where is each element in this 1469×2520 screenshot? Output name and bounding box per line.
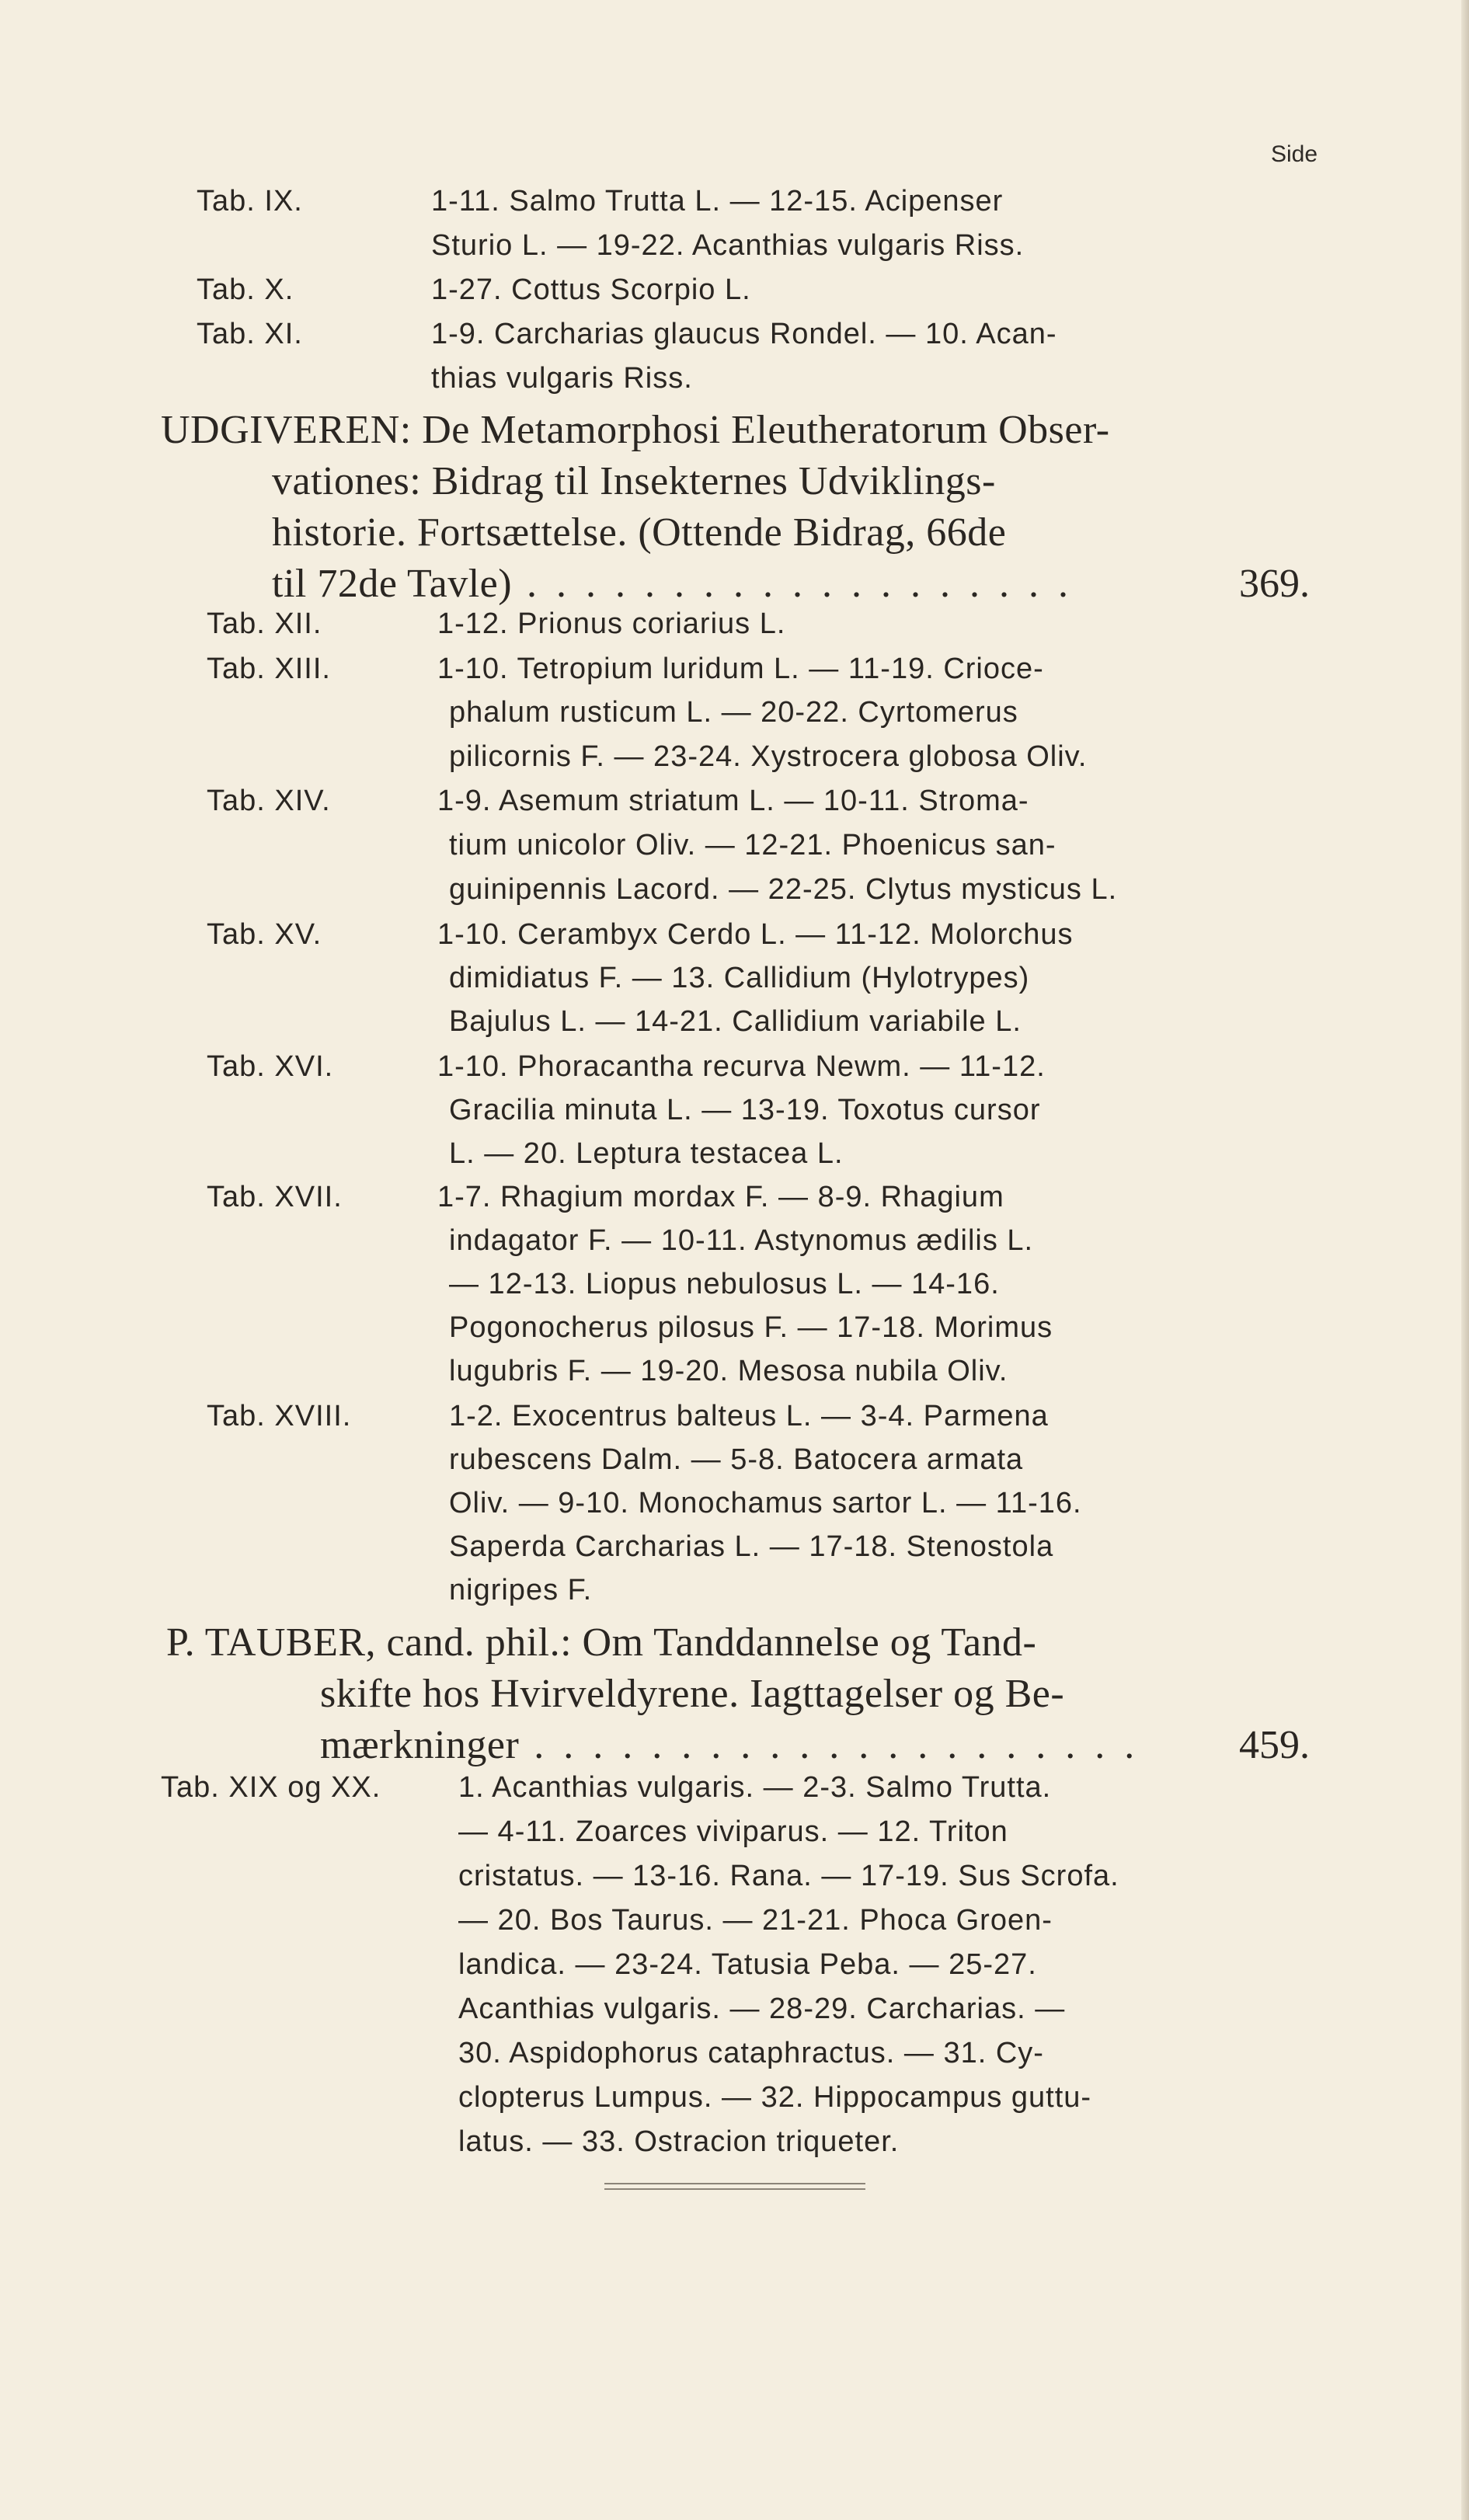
plate-text: 1-12. Prionus coriarius L. [437, 607, 786, 640]
plate-text: lugubris F. — 19-20. Mesosa nubila Oliv. [449, 1355, 1008, 1387]
plate-text: — 12-13. Liopus nebulosus L. — 14-16. [449, 1268, 1000, 1300]
plate-row [0, 1574, 1469, 1622]
entry-page-number: 369. [1239, 562, 1310, 606]
plate-row [0, 1050, 1469, 1098]
plate-text: — 20. Bos Taurus. — 21-21. Phoca Groen- [458, 1904, 1053, 1937]
plate-text: 1-7. Rhagium mordax F. — 8-9. Rhagium [437, 1181, 1004, 1213]
entry-title-line: historie. Fortsættelse. (Ottende Bidrag, 66de [272, 510, 1007, 555]
plate-row [0, 1224, 1469, 1272]
entry-title-line: UDGIVEREN: De Metamorphosi Eleutheratorum Obser- [161, 408, 1110, 452]
dot-leader: . . . . . . . . . . . . . . . . . . . . . [519, 1723, 1140, 1767]
plate-text: 1-11. Salmo Trutta L. — 12-15. Acipenser [431, 185, 1004, 218]
plate-row [0, 273, 1469, 322]
entry-title-line [272, 561, 1073, 607]
plate-text: 1-2. Exocentrus balteus L. — 3-4. Parmena [449, 1400, 1049, 1432]
plate-text: 1-9. Carcharias glaucus Rondel. — 10. Acan- [431, 318, 1057, 350]
plate-row [0, 1771, 1469, 1819]
plate-text: cristatus. — 13-16. Rana. — 17-19. Sus Scrofa. [458, 1860, 1119, 1892]
plate-text: 1-10. Cerambyx Cerdo L. — 11-12. Molorchus [437, 918, 1074, 951]
entry-title-line: P. TAUBER, cand. phil.: Om Tanddannelse og Tand- [166, 1620, 1037, 1665]
plate-label: Tab. XI. [197, 318, 303, 350]
plate-text: phalum rusticum L. — 20-22. Cyrtomerus [449, 696, 1018, 729]
plate-label: Tab. X. [197, 273, 294, 306]
plate-row [0, 229, 1469, 277]
plate-row [0, 362, 1469, 410]
plate-row [0, 607, 1469, 656]
plate-row [0, 1268, 1469, 1316]
plate-text: Pogonocherus pilosus F. — 17-18. Morimus [449, 1311, 1053, 1344]
plate-text: 30. Aspidophorus cataphractus. — 31. Cy- [458, 2037, 1044, 2069]
plate-row [0, 1355, 1469, 1403]
plate-row [0, 1005, 1469, 1053]
plate-text: indagator F. — 10-11. Astynomus ædilis L. [449, 1224, 1034, 1257]
plate-text: Oliv. — 9-10. Monochamus sartor L. — 11-16. [449, 1487, 1082, 1519]
plate-text: L. — 20. Leptura testacea L. [449, 1137, 844, 1170]
plate-text: — 4-11. Zoarces viviparus. — 12. Triton [458, 1815, 1008, 1848]
plate-row [0, 740, 1469, 788]
plate-label: Tab. XIII. [207, 653, 331, 685]
plate-label: Tab. XIV. [207, 785, 331, 817]
plate-row [0, 1860, 1469, 1908]
plate-text: nigripes F. [449, 1574, 593, 1606]
page-edge [1461, 0, 1469, 2520]
plate-text: Gracilia minuta L. — 13-19. Toxotus cursor [449, 1094, 1041, 1126]
plate-row [0, 829, 1469, 877]
plate-text: 1-10. Tetropium luridum L. — 11-19. Crioce- [437, 653, 1044, 685]
plate-row [0, 1530, 1469, 1578]
plate-text: Bajulus L. — 14-21. Callidium variabile L. [449, 1005, 1022, 1038]
plate-text: tium unicolor Oliv. — 12-21. Phoenicus san- [449, 829, 1056, 861]
plate-row [0, 1400, 1469, 1448]
plate-text: clopterus Lumpus. — 32. Hippocampus guttu- [458, 2081, 1092, 2114]
plate-text: 1. Acanthias vulgaris. — 2-3. Salmo Trutta. [458, 1771, 1052, 1804]
plate-row [0, 318, 1469, 366]
entry-title-line: skifte hos Hvirveldyrene. Iagttagelser og Be- [320, 1672, 1065, 1716]
plate-label: Tab. IX. [197, 185, 303, 218]
plate-row [0, 2081, 1469, 2129]
plate-label: Tab. XIX og XX. [161, 1771, 381, 1804]
plate-row [0, 2125, 1469, 2174]
plate-row [0, 1137, 1469, 1185]
entry-page-number: 459. [1239, 1723, 1310, 1767]
plate-row [0, 1443, 1469, 1491]
plate-text: 1-27. Cottus Scorpio L. [431, 273, 751, 306]
plate-row [0, 2037, 1469, 2085]
entry-title-line [320, 1722, 1139, 1768]
plate-row [0, 1487, 1469, 1535]
entry-title-text: mærkninger [320, 1723, 520, 1767]
plate-row [0, 696, 1469, 744]
plate-row [0, 1311, 1469, 1359]
plate-label: Tab. XII. [207, 607, 322, 640]
plate-row [0, 1993, 1469, 2041]
plate-row [0, 785, 1469, 833]
plate-text: pilicornis F. — 23-24. Xystrocera globosa Oliv. [449, 740, 1088, 773]
plate-text: landica. — 23-24. Tatusia Peba. — 25-27. [458, 1948, 1037, 1981]
plate-row [0, 1094, 1469, 1142]
plate-row [0, 1904, 1469, 1952]
plate-row [0, 653, 1469, 701]
plate-text: Saperda Carcharias L. — 17-18. Stenostola [449, 1530, 1054, 1563]
plate-label: Tab. XVIII. [207, 1400, 352, 1432]
plate-label: Tab. XVI. [207, 1050, 334, 1083]
plate-text: 1-9. Asemum striatum L. — 10-11. Stroma- [437, 785, 1029, 817]
plate-text: 1-10. Phoracantha recurva Newm. — 11-12. [437, 1050, 1046, 1083]
plate-text: dimidiatus F. — 13. Callidium (Hylotrypes) [449, 962, 1030, 994]
dot-leader: . . . . . . . . . . . . . . . . . . . [512, 562, 1074, 606]
entry-title-text: til 72de Tavle) [272, 562, 513, 606]
plate-row [0, 962, 1469, 1010]
plate-row [0, 1181, 1469, 1229]
page-column-header: Side [1271, 141, 1318, 167]
plate-row [0, 1815, 1469, 1864]
plate-row [0, 1948, 1469, 1996]
plate-label: Tab. XVII. [207, 1181, 343, 1213]
plate-text: Acanthias vulgaris. — 28-29. Carcharias. — [458, 1993, 1066, 2025]
plate-text: rubescens Dalm. — 5-8. Batocera armata [449, 1443, 1024, 1476]
plate-label: Tab. XV. [207, 918, 322, 951]
plate-text: guinipennis Lacord. — 22-25. Clytus mysticus L. [449, 873, 1118, 906]
plate-row [0, 918, 1469, 966]
plate-text: Sturio L. — 19-22. Acanthias vulgaris Riss. [431, 229, 1025, 262]
plate-row [0, 873, 1469, 921]
section-divider [604, 2183, 865, 2190]
plate-text: thias vulgaris Riss. [431, 362, 693, 395]
plate-row [0, 185, 1469, 233]
plate-text: latus. — 33. Ostracion triqueter. [458, 2125, 900, 2158]
entry-title-line: vationes: Bidrag til Insekternes Udviklings- [272, 459, 996, 503]
